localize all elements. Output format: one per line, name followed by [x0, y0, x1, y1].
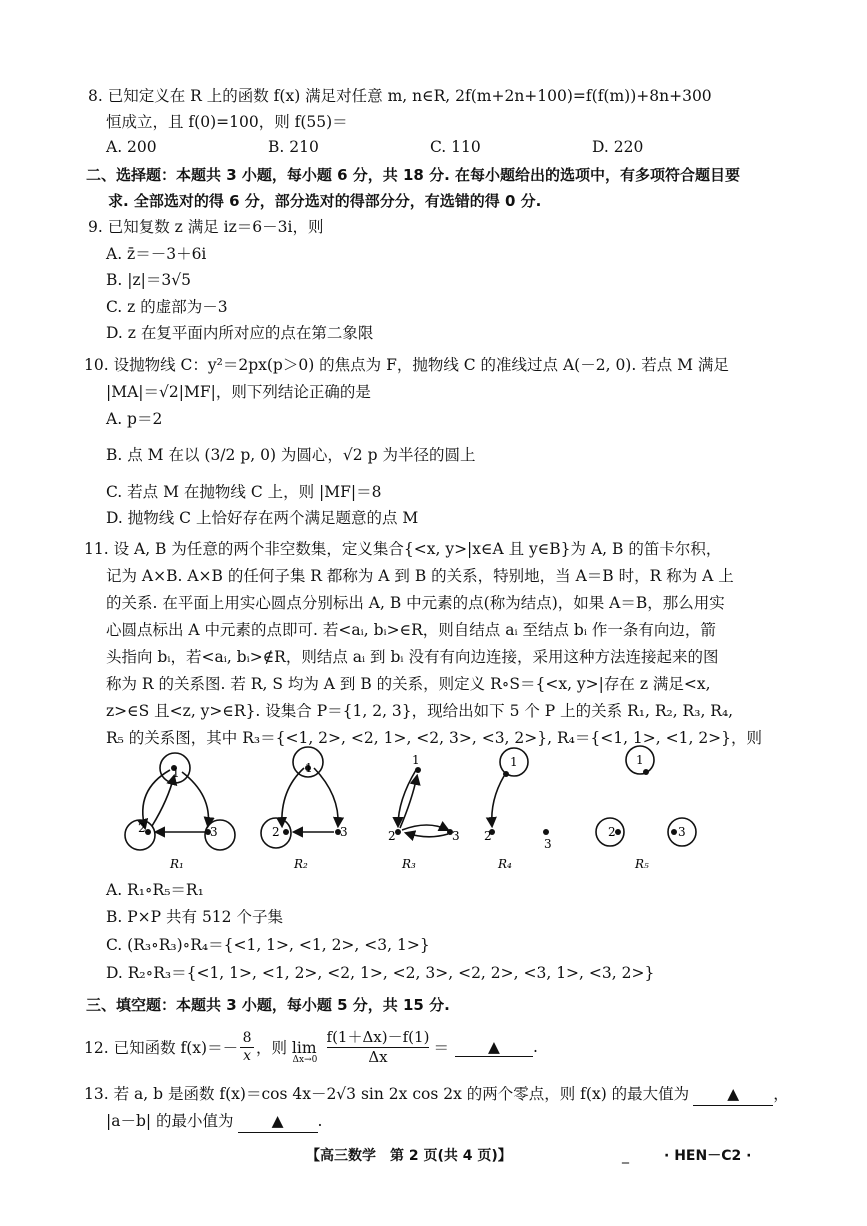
r5-node-2	[615, 829, 621, 835]
q13-max-blank[interactable]: ▲	[693, 1083, 773, 1106]
q11-line1: 11. 设 A, B 为任意的两个非空数集，定义集合{<x, y>|x∈A 且 y∈B}为 A, B 的笛卡尔积，	[84, 540, 722, 558]
r5-node-3	[671, 829, 677, 835]
q11-line8: R₅ 的关系图，其中 R₃＝{<1, 2>, <2, 1>, <2, 3>, <3, 2>}, R₄＝{<1, 1>, <1, 2>}，则	[106, 729, 763, 747]
r3-edge-1-2	[398, 770, 416, 826]
r5-label-3: 3	[678, 825, 686, 839]
q11-line7: z>∈S 且<z, y>∈R}. 设集合 P＝{1, 2, 3}，现给出如下 5 个 P 上的关系 R₁, R₂, R₃, R₄,	[106, 702, 734, 720]
q11-line5: 头指向 bᵢ，若<aᵢ, bᵢ>∉R，则结点 aᵢ 到 bᵢ 没有有向边连接，采用这种方法连接起来的图	[106, 648, 719, 666]
r3-edge-3-2	[406, 833, 448, 837]
r4-node-1	[503, 771, 509, 777]
section3-title: 三、填空题：本题共 3 小题，每小题 5 分，共 15 分.	[86, 996, 450, 1014]
r4-label-3: 3	[544, 837, 552, 851]
q8-line1: 8. 已知定义在 R 上的函数 f(x) 满足对任意 m, n∈R, 2f(m+2n+100)=f(f(m))+8n+300	[88, 87, 712, 105]
r1-node-2	[145, 829, 151, 835]
r4-label-2: 2	[484, 829, 492, 843]
r5-label-1: 1	[636, 753, 644, 767]
q10-option-a: A. p＝2	[106, 410, 163, 428]
relation-graphs	[100, 740, 720, 880]
r3-caption: R₃	[402, 857, 416, 871]
r2-edge-1-2	[282, 768, 304, 826]
graph-r4	[489, 748, 549, 835]
q12-difference-quotient: f(1＋Δx)－f(1) Δx	[326, 1027, 430, 1066]
footer-dash: _	[622, 1148, 629, 1164]
q11-option-a: A. R₁∘R₅＝R₁	[106, 881, 204, 899]
r3-label-2: 2	[388, 829, 396, 843]
r2-label-1: 1	[305, 761, 313, 775]
q8-option-d: D. 220	[592, 138, 644, 156]
q10-option-c: C. 若点 M 在抛物线 C 上，则 |MF|＝8	[106, 483, 382, 501]
r4-label-1: 1	[510, 755, 518, 769]
q10-option-d: D. 抛物线 C 上恰好存在两个满足题意的点 M	[106, 509, 419, 527]
q11-option-b: B. P×P 共有 512 个子集	[106, 908, 283, 926]
r4-edge-1-2	[492, 776, 504, 826]
r2-node-2	[283, 829, 289, 835]
r3-node-1	[415, 767, 421, 773]
r3-edge-2-3	[402, 825, 448, 830]
q13-line1: 13. 若 a, b 是函数 f(x)＝cos 4x－2√3 sin 2x cos 2x 的两个零点，则 f(x) 的最大值为 ▲ ，	[0, 1083, 867, 1106]
q9-option-a: A. z̄＝－3＋6i	[106, 245, 207, 263]
r2-label-2: 2	[272, 825, 280, 839]
q10-option-b: B. 点 M 在以 (3/2 p, 0) 为圆心，√2 p 为半径的圆上	[106, 446, 476, 464]
r1-edge-2-1	[152, 776, 174, 826]
q8-option-a: A. 200	[106, 138, 157, 156]
q8-option-c: C. 110	[430, 138, 481, 156]
q12-answer-blank[interactable]: ▲	[455, 1038, 533, 1057]
graph-r3	[395, 767, 453, 837]
footer-page-info: 【高三数学 第 2 页(共 4 页)】	[306, 1148, 512, 1164]
r4-caption: R₄	[498, 857, 512, 871]
r3-node-2	[395, 829, 401, 835]
r5-caption: R₅	[635, 857, 649, 871]
q10-line1: 10. 设抛物线 C：y²＝2px(p＞0) 的焦点为 F，抛物线 C 的准线过点 A(－2, 0). 若点 M 满足	[84, 356, 729, 374]
q8-option-b: B. 210	[268, 138, 319, 156]
r2-label-3: 3	[340, 825, 348, 839]
r1-label-2: 2	[138, 821, 146, 835]
r1-label-3: 3	[210, 825, 218, 839]
r2-edge-1-3	[314, 768, 338, 826]
r1-label-1: 1	[172, 766, 180, 780]
q11-line3: 的关系. 在平面上用实心圆点分别标出 A, B 中元素的点(称为结点)，如果 A＝B，那么用实	[106, 594, 725, 612]
r1-caption: R₁	[170, 857, 184, 871]
r2-caption: R₂	[294, 857, 308, 871]
r4-node-3	[543, 829, 549, 835]
r1-edge-1-3	[182, 772, 208, 826]
q13-line2: |a－b| 的最小值为 ▲ .	[0, 1110, 867, 1133]
r5-label-2: 2	[608, 825, 616, 839]
q9-option-b: B. |z|＝3√5	[106, 271, 191, 289]
r3-label-3: 3	[452, 829, 460, 843]
footer-code: · HEN－C2 ·	[664, 1148, 752, 1164]
graph-r1	[125, 753, 235, 850]
q12: 12. 已知函数 f(x)＝－ 8 x ，则 lim Δx→0 f(1＋Δx)－f(1) Δx ＝ ▲ .	[84, 1027, 538, 1066]
r3-label-1: 1	[412, 753, 420, 767]
q11-option-c: C. (R₃∘R₃)∘R₄＝{<1, 1>, <1, 2>, <3, 1>}	[106, 936, 430, 954]
q13-min-blank[interactable]: ▲	[238, 1110, 318, 1133]
r5-node-1	[643, 769, 649, 775]
q9-stem: 9. 已知复数 z 满足 iz＝6－3i，则	[88, 218, 324, 236]
q9-option-d: D. z 在复平面内所对应的点在第二象限	[106, 324, 374, 342]
q11-line2: 记为 A×B. A×B 的任何子集 R 都称为 A 到 B 的关系，特别地，当 A＝B 时，R 称为 A 上	[106, 567, 734, 585]
q12-frac-8-over-x: 8 x	[240, 1030, 254, 1065]
q11-option-d: D. R₂∘R₃＝{<1, 1>, <1, 2>, <2, 1>, <2, 3>, <2, 2>, <3, 1>, <3, 2>}	[106, 964, 655, 982]
q10-line2: |MA|＝√2|MF|，则下列结论正确的是	[106, 383, 371, 401]
q11-line6: 称为 R 的关系图. 若 R, S 均为 A 到 B 的关系，则定义 R∘S＝{<x, y>|存在 z 满足<x,	[106, 675, 711, 693]
q9-option-c: C. z 的虚部为－3	[106, 298, 228, 316]
q8-options	[0, 136, 867, 158]
section2-line1: 二、选择题：本题共 3 小题，每小题 6 分，共 18 分. 在每小题给出的选项中，有多项符合题目要	[86, 166, 741, 184]
q11-line4: 心圆点标出 A 中元素的点即可. 若<aᵢ, bᵢ>∈R，则自结点 aᵢ 至结点 bᵢ 作一条有向边，箭	[106, 621, 716, 639]
section2-line2: 求. 全部选对的得 6 分，部分选对的得部分分，有选错的得 0 分.	[108, 192, 542, 210]
q8-line2: 恒成立，且 f(0)=100，则 f(55)＝	[106, 113, 348, 131]
